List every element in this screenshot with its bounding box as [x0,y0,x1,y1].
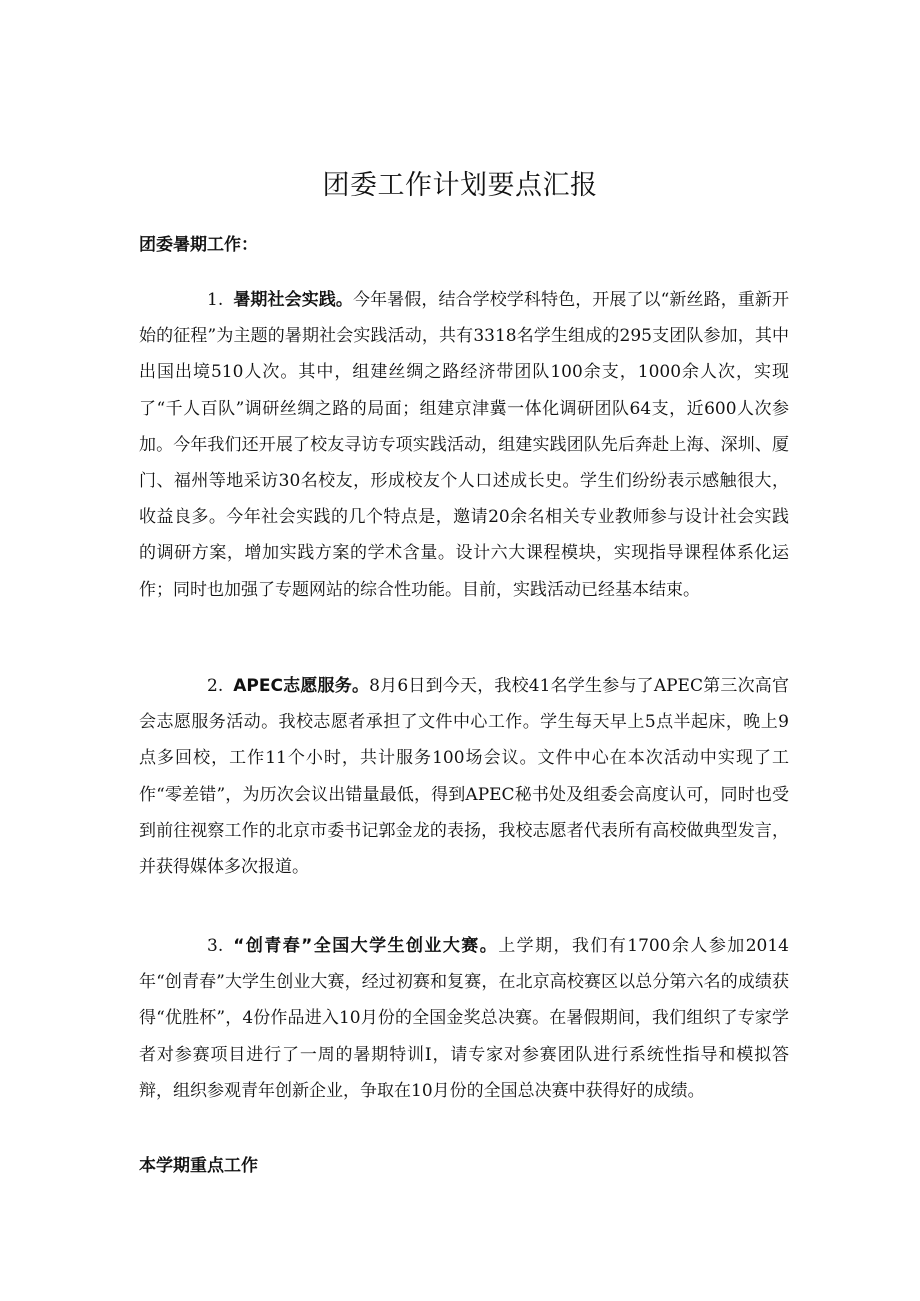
item-lead: 暑期社会实践。 [233,290,353,310]
list-item-summer-practice [139,282,789,608]
item-lead: APEC志愿服务。 [233,676,370,696]
item-body: 今年暑假，结合学校学科特色，开展了以“新丝路，重新开始的征程”为主题的暑期社会实践活动，共有3318名学生组成的295支团队参加，其中出国出境510人次。其中，组建丝绸之路经济带团队100余支，1000余人次，实现了“千人百队”调研丝绸之路的局面；组建京津冀一体化调研团队64支，近600人次参加。今年我们还开展了校友寻访专项实践活动，组建实践团队先后奔赴上海、深圳、厦门、福州等地采访30名校友，形成校友个人口述成长史。学生们纷纷表示感触很大，收益良多。今年社会实践的几个特点是，邀请20余名相关专业教师参与设计社会实践的调研方案，增加实践方案的学术含量。设计六大课程模块，实现指导课程体系化运作；同时也加强了专题网站的综合性功能。目前，实践活动已经基本结束。 [139,290,789,600]
section-heading-summer: 团委暑期工作： [139,235,258,255]
list-item-apec-volunteer [139,668,789,885]
item-number: 2. [207,676,224,696]
item-number: 3. [207,936,224,956]
section-heading-term: 本学期重点工作 [139,1156,258,1176]
document-title: 团委工作计划要点汇报 [322,170,598,201]
item-lead: “创青春”全国大学生创业大赛。 [233,936,499,956]
list-item-startup-contest [139,928,789,1109]
item-number: 1. [207,290,224,310]
item-body: 上学期，我们有1700余人参加2014年“创青春”大学生创业大赛，经过初赛和复赛，在北京高校赛区以总分第六名的成绩获得“优胜杯”，4份作品进入10月份的全国金奖总决赛。在暑假期间，我们组织了专家学者对参赛项目进行了一周的暑期特训I，请专家对参赛团队进行系统性指导和模拟答辩，组织参观青年创新企业，争取在10月份的全国总决赛中获得好的成绩。 [139,936,789,1101]
item-body: 8月6日到今天，我校41名学生参与了APEC第三次高官会志愿服务活动。我校志愿者承担了文件中心工作。学生每天早上5点半起床，晚上9点多回校，工作11个小时，共计服务100场会议。文件中心在本次活动中实现了工作“零差错”，为历次会议出错量最低，得到APEC秘书处及组委会高度认可，同时也受到前往视察工作的北京市委书记郭金龙的表扬，我校志愿者代表所有高校做典型发言，并获得媒体多次报道。 [139,676,789,878]
